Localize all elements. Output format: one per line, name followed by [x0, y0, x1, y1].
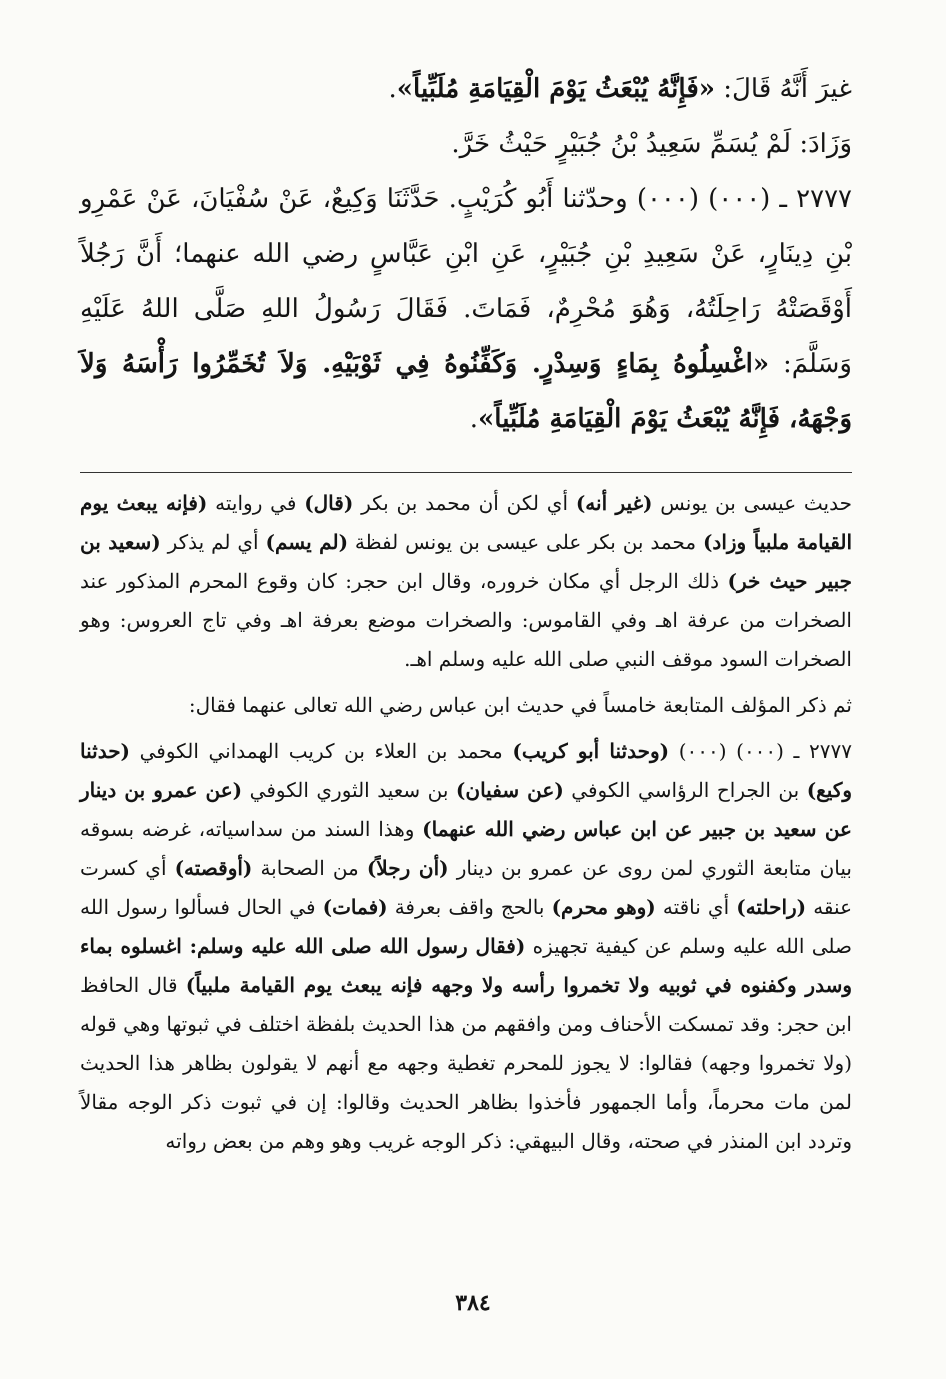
commentary-segment: أي كسرت عنقه	[80, 856, 853, 919]
page-number: ٣٨٤	[455, 1290, 491, 1316]
commentary-segment: قال الحافظ ابن حجر: وقد تمسكت الأحناف ومن وافقهم من هذا الحديث بلفظة اختلف في ثبوتها وهي قوله (ولا تخمروا وجهه) فقالوا: لا يجوز للمحرم تغطية وجهه مع أنهم لا يقولون بظاهر هذا الحديث لمن مات محرماً، وأما الجمهور فأخذوا بظاهر الحديث وقالوا: إن في ثبوت ذكر الوجه مقالاً وتردد ابن المنذر في صحته، وقال البيهقي: ذكر الوجه غريب وهو وهم من بعض رواته	[80, 973, 852, 1153]
bold-quoted-segment: (فمات)	[322, 895, 388, 919]
commentary-segment: من الصحابة	[252, 856, 367, 880]
bold-quoted-segment: (قال)	[304, 491, 354, 515]
commentary-segment: محمد بن العلاء بن كريب الهمداني الكوفي	[130, 739, 513, 763]
hadith-end: .	[469, 404, 479, 434]
hadith-text	[80, 62, 852, 447]
bold-quoted-segment: (أوقصته)	[174, 856, 253, 880]
commentary-segment: ثم ذكر المؤلف المتابعة خامساً في حديث ابن عباس رضي الله تعالى عنهما فقال:	[188, 693, 852, 717]
bold-quoted-segment: (وحدثنا أبو كريب)	[512, 739, 670, 763]
matn-line-2: وَزَادَ: لَمْ يُسَمِّ سَعِيدُ بْنُ جُبَيْرٍ حَيْثُ خَرَّ.	[451, 129, 852, 159]
bold-quoted-segment: (سعيد بن جبير حيث خر)	[80, 530, 853, 593]
hadith-quote: «اغْسِلُوهُ بِمَاءٍ وَسِدْرٍ. وَكَفِّنُوهُ فِي ثَوْبَيْهِ. وَلاَ تُخَمِّرُوا رَأْسَهُ وَلاَ وَجْهَهُ، فَإِنَّهُ يُبْعَثُ يَوْمَ الْقِيَامَةِ مُلَبِّياً»	[80, 349, 852, 434]
commentary-segment: ٢٧٧٧ ـ (٠٠٠) (٠٠٠)	[669, 739, 852, 763]
matn-line-1-end: .	[388, 74, 397, 104]
commentary-segment: أي لم يذكر	[160, 530, 266, 554]
footnote-divider	[80, 472, 852, 473]
bold-quoted-segment: (لم يسم)	[265, 530, 349, 554]
commentary-paragraph-3	[80, 732, 852, 1161]
commentary-segment: في الحال فسألوا رسول الله صلى الله عليه وسلم عن كيفية تجهيزه	[80, 895, 853, 958]
bold-quoted-segment: (حدثنا وكيع)	[80, 739, 853, 802]
bold-quoted-segment: (وهو محرم)	[551, 895, 656, 919]
bold-quoted-segment: (راحلته)	[736, 895, 807, 919]
bold-quoted-segment: (عن سفيان)	[455, 778, 564, 802]
hadith-isnad: وحدّثنا أَبُو كُرَيْبٍ. حَدَّثَنَا وَكِيعٌ، عَنْ سُفْيَانَ، عَنْ عَمْرِو بْنِ دِينَارٍ، عَنْ سَعِيدِ بْنِ جُبَيْرٍ، عَنِ ابْنِ عَبَّاسٍ رضي الله عنهما؛ أَنَّ رَجُلاً أَوْقَصَتْهُ رَاحِلَتُهُ، وَهُوَ مُحْرِمٌ، فَمَاتَ. فَقَالَ رَسُولُ اللهِ صَلَّى اللهُ عَلَيْهِ وَسَلَّمَ:	[80, 184, 852, 379]
commentary-segment: ذلك الرجل أي مكان خروره، وقال ابن حجر: كان وقوع المحرم المذكور عند الصخرات من عرفة اهـ وفي القاموس: والصخرات موضع بعرفة اهـ وفي تاج العروس: وهو الصخرات السود موقف النبي صلى الله عليه وسلم اهـ.	[80, 569, 852, 671]
commentary-segment: حديث عيسى بن يونس	[652, 491, 852, 515]
matn-line-1-quote: «فَإِنَّهُ يُبْعَثُ يَوْمَ الْقِيَامَةِ مُلَبِّياً»	[396, 74, 716, 104]
matn-line-1	[80, 62, 852, 117]
matn-line-1-prefix: غيرَ أَنَّهُ قَالَ:	[715, 74, 852, 104]
hadith-2777	[80, 172, 852, 447]
commentary-section	[80, 484, 852, 1168]
commentary-segment: بن الجراح الرؤاسي الكوفي	[563, 778, 807, 802]
bold-quoted-segment: (أن رجلاً)	[366, 856, 449, 880]
bold-quoted-segment: (غير أنه)	[575, 491, 653, 515]
hadith-number: ٢٧٧٧ ـ (٠٠٠) (٠٠٠)	[636, 184, 852, 214]
bold-quoted-segment: (فإنه يبعث يوم القيامة ملبياً وزاد)	[80, 491, 853, 554]
commentary-segment: في روايته	[207, 491, 305, 515]
commentary-segment: بن سعيد الثوري الكوفي	[242, 778, 456, 802]
commentary-segment: أي ناقته	[655, 895, 737, 919]
commentary-paragraph-2	[80, 686, 852, 725]
commentary-paragraph-1	[80, 484, 852, 679]
commentary-segment: أي لكن أن محمد بن بكر	[353, 491, 576, 515]
commentary-segment: وهذا السند من سداسياته، غرضه بسوقه بيان متابعة الثوري لمن روى عن عمرو بن دينار	[80, 817, 853, 880]
commentary-segment: محمد بن بكر على عيسى بن يونس لفظة	[348, 530, 703, 554]
commentary-segment: بالحج واقف بعرفة	[387, 895, 552, 919]
matn-section	[80, 62, 852, 447]
bold-quoted-segment: (عن عمرو بن دينار عن سعيد بن جبير عن ابن عباس رضي الله عنهما)	[80, 778, 852, 841]
bold-quoted-segment: (فقال رسول الله صلى الله عليه وسلم: اغسلوه بماء وسدر وكفنوه في ثوبيه ولا تخمروا رأسه ولا وجهه فإنه يبعث يوم القيامة ملبياً)	[80, 934, 852, 997]
